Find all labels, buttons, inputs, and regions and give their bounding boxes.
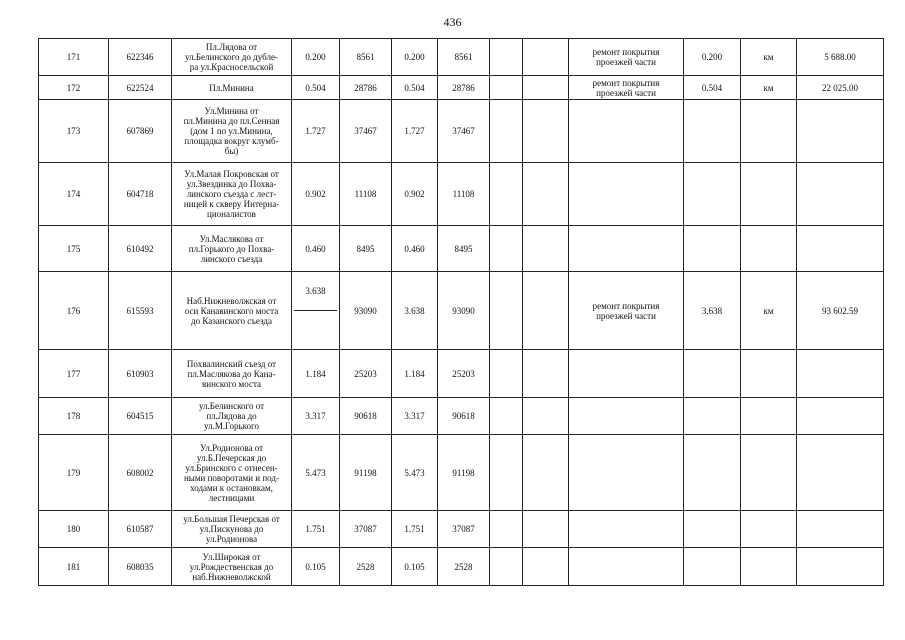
road-code-cell: 610903 — [109, 350, 172, 398]
repair-area-cell: 91198 — [438, 435, 490, 511]
table-row — [39, 350, 884, 398]
road-name-cell: Ул.Минина от пл.Минина до пл.Сенная (дом 1 по ул.Минина, площадка вокруг клумб- бы) — [172, 100, 292, 163]
length-cell: 5.473 — [292, 435, 340, 511]
empty-cell — [490, 100, 523, 163]
repair-area-cell: 37087 — [438, 511, 490, 548]
empty-cell — [523, 39, 569, 76]
unit-cell — [741, 163, 797, 226]
unit-cell: км — [741, 39, 797, 76]
road-code-cell: 604515 — [109, 398, 172, 435]
repair-area-cell: 11108 — [438, 163, 490, 226]
area-cell: 90618 — [340, 398, 392, 435]
empty-cell — [490, 398, 523, 435]
row-number-cell: 178 — [39, 398, 109, 435]
road-name-cell: Ул.Малая Покровская от ул.Звездинка до Похва- линского съезда с лест- ницей к скверу Интерна- ционалистов — [172, 163, 292, 226]
empty-cell — [490, 435, 523, 511]
repair-length-cell: 1.184 — [392, 350, 438, 398]
unit-cell: км — [741, 76, 797, 100]
roads-table — [38, 38, 884, 586]
empty-cell — [490, 226, 523, 272]
area-cell: 2528 — [340, 548, 392, 586]
road-code-cell: 604718 — [109, 163, 172, 226]
length-cell: 3.317 — [292, 398, 340, 435]
empty-cell — [523, 511, 569, 548]
work-type-cell: ремонт покрытия проезжей части — [569, 39, 684, 76]
length-cell-upper: 3.638 — [294, 272, 337, 311]
cost-cell — [797, 548, 884, 586]
row-number-cell: 174 — [39, 163, 109, 226]
work-quantity-cell — [684, 511, 741, 548]
row-number-cell: 181 — [39, 548, 109, 586]
work-type-cell — [569, 511, 684, 548]
work-type-cell — [569, 163, 684, 226]
area-cell: 8561 — [340, 39, 392, 76]
cost-cell — [797, 100, 884, 163]
empty-cell — [490, 511, 523, 548]
empty-cell — [523, 163, 569, 226]
repair-area-cell: 37467 — [438, 100, 490, 163]
row-number-cell: 180 — [39, 511, 109, 548]
empty-cell — [523, 76, 569, 100]
row-number-cell: 175 — [39, 226, 109, 272]
area-cell: 37467 — [340, 100, 392, 163]
work-type-cell — [569, 350, 684, 398]
length-cell-lower — [294, 311, 337, 349]
repair-area-cell: 8495 — [438, 226, 490, 272]
cost-cell: 93 602.59 — [797, 272, 884, 350]
repair-length-cell: 3.317 — [392, 398, 438, 435]
table-row — [39, 39, 884, 76]
empty-cell — [490, 163, 523, 226]
empty-cell — [523, 272, 569, 350]
cost-cell — [797, 435, 884, 511]
road-name-cell: Ул.Родионова от ул.Б.Печерская до ул.Бринского с отнесен- ными поворотами и под- ходами к остановкам, лестницами — [172, 435, 292, 511]
road-code-cell: 622524 — [109, 76, 172, 100]
cost-cell — [797, 398, 884, 435]
empty-cell — [490, 350, 523, 398]
area-cell: 91198 — [340, 435, 392, 511]
empty-cell — [523, 398, 569, 435]
work-quantity-cell — [684, 548, 741, 586]
cost-cell: 22 025.00 — [797, 76, 884, 100]
area-cell: 25203 — [340, 350, 392, 398]
work-quantity-cell — [684, 350, 741, 398]
work-quantity-cell: 0.504 — [684, 76, 741, 100]
repair-length-cell: 0.105 — [392, 548, 438, 586]
road-name-cell: Ул.Маслякова от пл.Горького до Похва- линского съезда — [172, 226, 292, 272]
road-code-cell: 615593 — [109, 272, 172, 350]
unit-cell — [741, 398, 797, 435]
unit-cell — [741, 350, 797, 398]
road-name-cell: Наб.Нижневолжская от оси Канавинского моста до Казанского съезда — [172, 272, 292, 350]
unit-cell — [741, 511, 797, 548]
unit-cell — [741, 435, 797, 511]
road-code-cell: 608035 — [109, 548, 172, 586]
work-quantity-cell — [684, 398, 741, 435]
work-type-cell — [569, 435, 684, 511]
work-type-cell: ремонт покрытия проезжей части — [569, 76, 684, 100]
area-cell: 37087 — [340, 511, 392, 548]
row-number-cell: 172 — [39, 76, 109, 100]
road-code-cell: 610587 — [109, 511, 172, 548]
empty-cell — [523, 435, 569, 511]
repair-area-cell: 8561 — [438, 39, 490, 76]
repair-area-cell: 28786 — [438, 76, 490, 100]
cost-cell — [797, 511, 884, 548]
area-cell: 93090 — [340, 272, 392, 350]
road-name-cell: Похвалинский съезд от пл.Маслякова до Кана- винского моста — [172, 350, 292, 398]
table-row — [39, 100, 884, 163]
road-name-cell: ул.Большая Печерская от ул.Пискунова до ул.Родионова — [172, 511, 292, 548]
row-number-cell: 173 — [39, 100, 109, 163]
road-code-cell: 608002 — [109, 435, 172, 511]
length-cell: 1.751 — [292, 511, 340, 548]
table-row — [39, 511, 884, 548]
empty-cell — [523, 100, 569, 163]
cost-cell — [797, 163, 884, 226]
length-cell: 0.200 — [292, 39, 340, 76]
page-number: 436 — [443, 15, 462, 29]
repair-length-cell: 1.727 — [392, 100, 438, 163]
road-name-cell: Пл.Минина — [172, 76, 292, 100]
repair-length-cell: 0.200 — [392, 39, 438, 76]
road-code-cell: 610492 — [109, 226, 172, 272]
empty-cell — [490, 76, 523, 100]
empty-cell — [490, 272, 523, 350]
road-name-cell: Пл.Лядова от ул.Белинского до дубле- ра ул.Красносельской — [172, 39, 292, 76]
table-row — [39, 163, 884, 226]
repair-length-cell: 0.460 — [392, 226, 438, 272]
cost-cell: 5 688.00 — [797, 39, 884, 76]
table-row — [39, 398, 884, 435]
repair-length-cell: 5.473 — [392, 435, 438, 511]
work-type-cell — [569, 100, 684, 163]
cost-cell — [797, 226, 884, 272]
work-type-cell — [569, 398, 684, 435]
table-row — [39, 226, 884, 272]
repair-area-cell: 2528 — [438, 548, 490, 586]
row-number-cell: 176 — [39, 272, 109, 350]
repair-length-cell: 0.504 — [392, 76, 438, 100]
cost-cell — [797, 350, 884, 398]
empty-cell — [490, 548, 523, 586]
length-cell: 0.105 — [292, 548, 340, 586]
repair-area-cell: 93090 — [438, 272, 490, 350]
row-number-cell: 179 — [39, 435, 109, 511]
row-number-cell: 171 — [39, 39, 109, 76]
length-cell: 1.184 — [292, 350, 340, 398]
unit-cell — [741, 226, 797, 272]
empty-cell — [523, 548, 569, 586]
work-quantity-cell — [684, 435, 741, 511]
repair-area-cell: 90618 — [438, 398, 490, 435]
repair-length-cell: 0.902 — [392, 163, 438, 226]
row-number-cell: 177 — [39, 350, 109, 398]
length-cell: 0.902 — [292, 163, 340, 226]
empty-cell — [523, 226, 569, 272]
area-cell: 28786 — [340, 76, 392, 100]
road-name-cell: ул.Белинского от пл.Лядова до ул.М.Горького — [172, 398, 292, 435]
table-row — [39, 272, 884, 350]
road-code-cell: 622346 — [109, 39, 172, 76]
repair-area-cell: 25203 — [438, 350, 490, 398]
unit-cell — [741, 548, 797, 586]
road-name-cell: Ул.Широкая от ул.Рождественская до наб.Нижневолжской — [172, 548, 292, 586]
empty-cell — [523, 350, 569, 398]
work-quantity-cell: 0.200 — [684, 39, 741, 76]
work-quantity-cell — [684, 163, 741, 226]
unit-cell: км — [741, 272, 797, 350]
table-row — [39, 548, 884, 586]
length-cell — [292, 272, 340, 350]
empty-cell — [490, 39, 523, 76]
area-cell: 11108 — [340, 163, 392, 226]
work-quantity-cell: 3.638 — [684, 272, 741, 350]
work-type-cell — [569, 226, 684, 272]
area-cell: 8495 — [340, 226, 392, 272]
repair-length-cell: 3.638 — [392, 272, 438, 350]
length-cell: 1.727 — [292, 100, 340, 163]
length-cell: 0.460 — [292, 226, 340, 272]
table-row — [39, 76, 884, 100]
road-code-cell: 607869 — [109, 100, 172, 163]
table-row — [39, 435, 884, 511]
repair-length-cell: 1.751 — [392, 511, 438, 548]
unit-cell — [741, 100, 797, 163]
work-type-cell — [569, 548, 684, 586]
work-quantity-cell — [684, 100, 741, 163]
length-cell: 0.504 — [292, 76, 340, 100]
work-quantity-cell — [684, 226, 741, 272]
work-type-cell: ремонт покрытия проезжей части — [569, 272, 684, 350]
